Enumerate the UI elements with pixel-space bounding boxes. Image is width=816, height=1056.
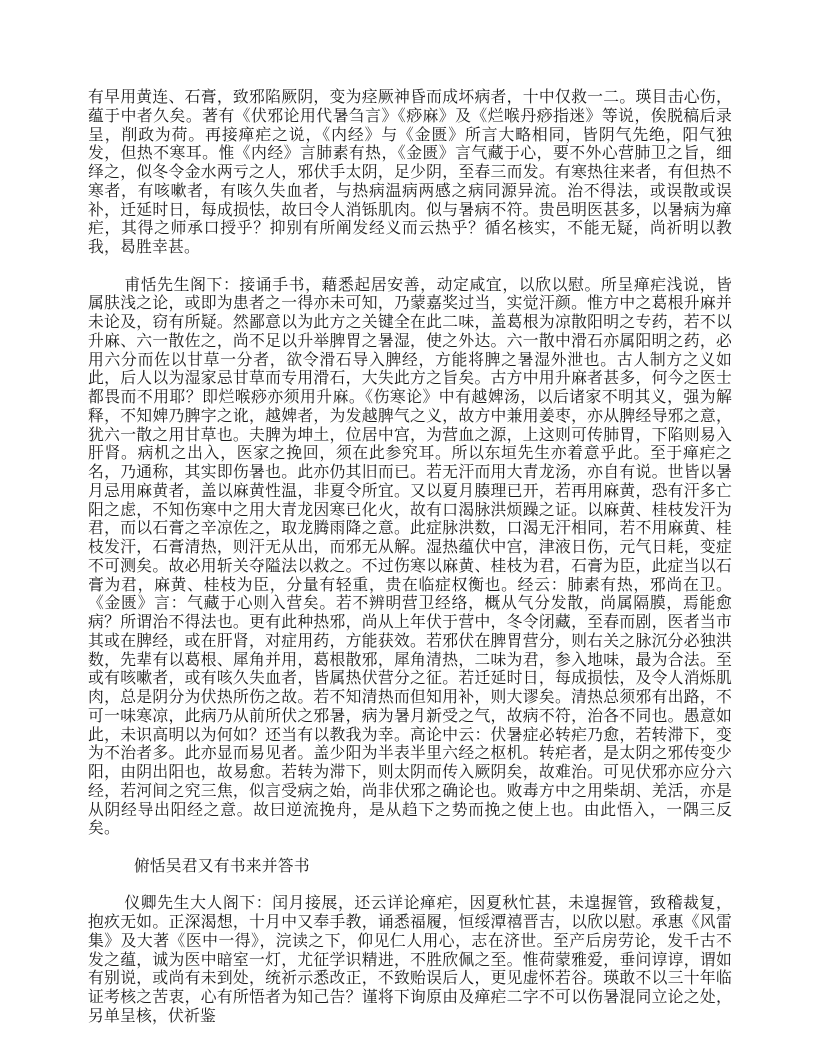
section-heading: 俯恬吴君又有书来并答书 <box>133 857 310 875</box>
text-block <box>88 89 732 1045</box>
paragraph-second-letter: 仪卿先生大人阁下：闰月接展，还云详论瘅疟，因夏秋忙甚，未遑握管，致稽裁复，抱疚无如。正深渴想，十月中又奉手教，诵悉福履，恒绥潭禧晋吉，以欣以慰。承惠《风雷集》及大著《医中一得》，浣读之下，仰见仁人用心，志在济世。至产后房劳论，发千古不发之蕴，诚为医中暗室一灯，尤征学识精进，不胜欣佩之至。惟荷蒙雅爱，垂问谆谆，谓如有别说，或尚有未到处，统祈示悉改正，不致贻误后人，更见虚怀若谷。瑛敢不以三十年临证考核之苦衷，心有所悟者为知己告？谨将下询原由及瘅疟二字不可以伤暑混同立论之处，另单呈核，伏祈鉴 <box>88 895 732 1025</box>
paragraph-reply-letter: 甫恬先生阁下：接诵手书，藉悉起居安善，动定咸宜，以欣以慰。所呈瘅疟浅说，皆属肤浅之论，或即为患者之一得亦未可知，乃蒙嘉奖过当，实觉汗颜。惟方中之葛根升麻并未论及，窃有所疑。然鄙意以为此方之关键全在此二味，盖葛根为凉散阳明之专药，若不以升麻、六一散佐之，尚不足以升举脾胃之暑湿，使之外达。六一散中滑石亦属阳明之药，必用六分而佐以甘草一分者，欲令滑石导入脾经，方能将脾之暑湿外泄也。古人制方之义如此，后人以为湿家忌甘草而专用滑石，大失此方之旨矣。古方中用升麻者甚多，何今之医士都畏而不用耶？即烂喉痧亦须用升麻。《伤寒论》中有越婢汤，以后诸家不明其义，强为解释，不知婢乃脾字之讹，越婢者，为发越脾气之义，故方中兼用姜枣，亦从脾经导邪之意，犹六一散之用甘草也。夫脾为坤土，位居中宫，为营血之源，上这则可传肺胃，下陷则易入肝肾。病机之出入，医家之挽回，须在此参究耳。所以东垣先生亦着意乎此。至于瘅疟之名，乃通称，其实即伤暑也。此亦仍其旧而已。若无汗而用大青龙汤，亦自有说。世皆以暑月忌用麻黄者，盖以麻黄性温，非夏令所宜。又以夏月腠理已开，若再用麻黄，恐有汗多亡阳之虑，不知伤寒中之用大青龙因寒已化火，故有口渴脉洪烦躁之证。以麻黄、桂枝发汗为君，而以石膏之辛凉佐之，取龙腾雨降之意。此症脉洪数，口渴无汗相同，若不用麻黄、桂枝发汗，石膏清热，则汗无从出，而邪无从解。湿热蕴伏中宫，津液日伤，元气日耗，变症不可测矣。故必用斩关夺隘法以救之。不过伤寒以麻黄、桂枝为君，石膏为臣，此症当以石膏为君，麻黄、桂枝为臣，分量有轻重，贵在临症权衡也。经云：肺素有热，邪尚在卫。《金匮》言：气藏于心则入营矣。若不辨明营卫经络，概从气分发散，尚属隔膜，焉能愈病？所谓治不得法也。更有此种热邪，尚从上年伏于营中，冬令闭藏，至春而剧，医者当市其或在脾经，或在肝肾，对症用药，方能获效。若邪伏在脾胃营分，则右关之脉沉分必独洪数，先辈有以葛根、犀角并用，葛根散邪，犀角清热，二味为君，参入地味，最为合法。至或有咳嗽者，或有咳久失血者，皆属热伏营分之征。若迁延时日，每成损怯，及令人消烁肌肉，总是阴分为伏热所伤之故。若不知清热而但知用补，则大谬矣。清热总须邪有出路，不可一味寒凉，此病乃从前所伏之邪暑，病为暑月新受之气，故病不符，治各不同也。愚意如此，未识高明以为何如？还当有以教我为幸。高论中云：伏暑症必转疟乃愈，若转滞下，变为不治者多。此亦显而易见者。盖少阳为半表半里六经之枢机。转疟者，是太阴之邪传变少阳，由阴出阳也，故易愈。若转为滞下，则太阴而传入厥阴矣，故难治。可见伏邪亦应分六经，若河间之究三焦，似言受病之始，尚非伏邪之确论也。败毒方中之用柴胡、羌活，亦是从阴经导出阳经之意。故曰逆流挽舟，是从趋下之势而挽之使上也。由此悟入，一隅三反矣。 <box>88 276 732 838</box>
paragraph-continuation: 有早用黄连、石膏，致邪陷厥阴，变为痉厥神昏而成坏病者，十中仅救一二。瑛目击心伤，蕴于中者久矣。著有《伏邪论用代暑刍言》《痧麻》及《烂喉丹痧指迷》等说，俟脱稿后录呈，削政为荷。再接瘅疟之说，《内经》与《金匮》所言大略相同，皆阴气先绝，阳气独发，但热不寒耳。惟《内经》言肺素有热，《金匮》言气藏于心，要不外心营肺卫之旨，细绎之，似冬令金水两亏之人，邪伏手太阴，足少阴，至春三而发。有寒热往来者，有但热不寒者，有咳嗽者，有咳久失血者，与热病温病两感之病同源异流。治不得法，或误散或误补，迁延时日，每成损怯，故曰令人消铄肌肉。似与暑病不符。贵邑明医甚多，以暑病为瘅疟，其得之师承口授乎？抑别有所阐发经义而云热乎？循名核实，不能无疑，尚祈明以教我，曷胜幸甚。 <box>88 89 732 256</box>
